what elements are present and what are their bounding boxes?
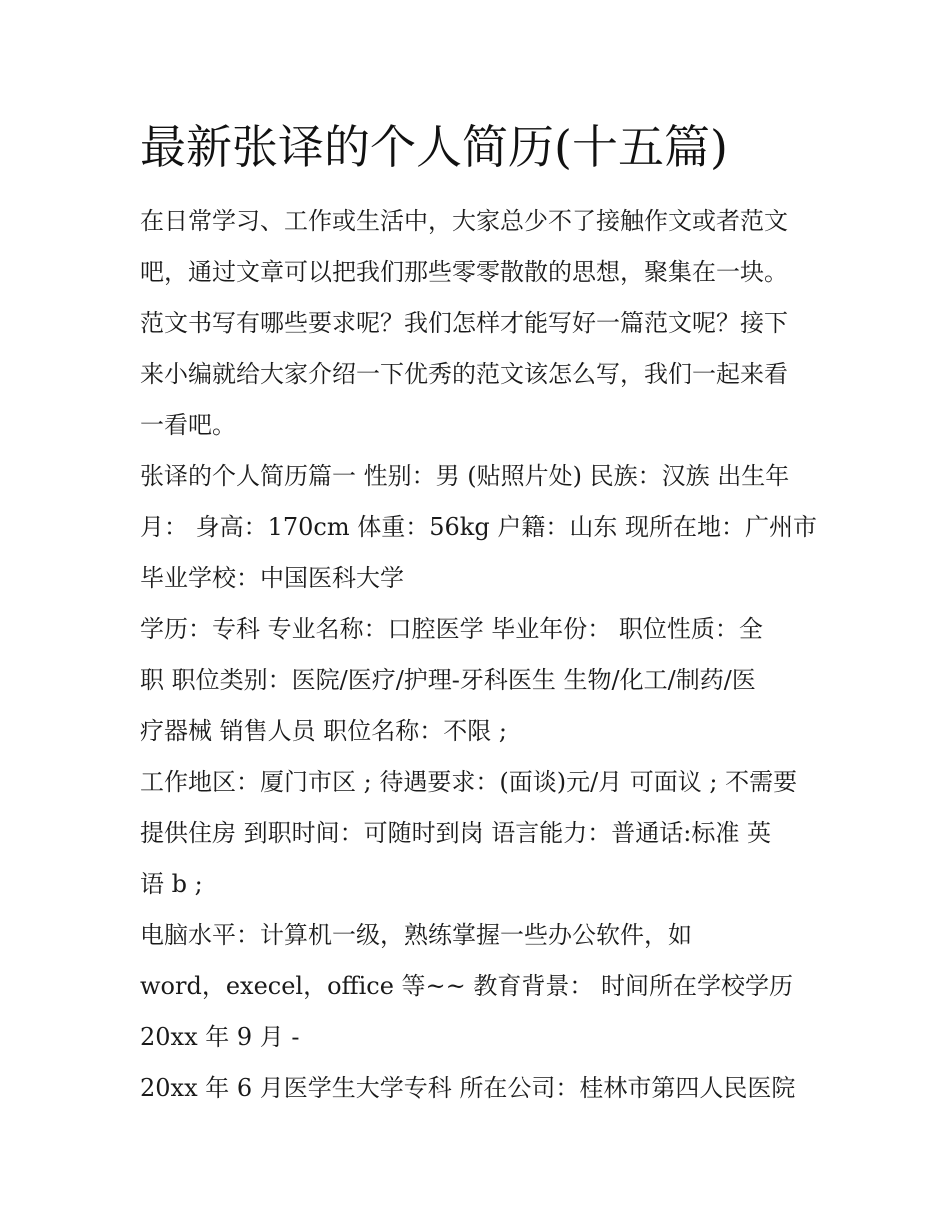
text-line: 语 b ; bbox=[140, 870, 203, 898]
text-line: 疗器械 销售人员 职位名称：不限 ; bbox=[140, 717, 507, 745]
text-line: 工作地区：厦门市区 ; 待遇要求：(面谈)元/月 可面议 ; 不需要 bbox=[140, 768, 798, 796]
text-line: 20xx 年 6 月医学生大学专科 所在公司：桂林市第四人民医院 bbox=[140, 1074, 796, 1102]
text-line: 20xx 年 9 月 - bbox=[140, 1023, 300, 1051]
text-line: 月： 身高：170cm 体重：56kg 户籍：山东 现所在地：广州市 bbox=[140, 513, 817, 541]
page-title: 最新张译的个人简历(十五篇) bbox=[140, 120, 728, 174]
text-line: 一看吧。 bbox=[140, 411, 236, 439]
text-line: 电脑水平：计算机一级，熟练掌握一些办公软件，如 bbox=[140, 921, 692, 949]
text-line: 提供住房 到职时间：可随时到岗 语言能力：普通话:标准 英 bbox=[140, 819, 771, 847]
text-line: word，execel，office 等~~ 教育背景： 时间所在学校学历 bbox=[140, 972, 794, 1000]
text-line: 职 职位类别：医院/医疗/护理-牙科医生 生物/化工/制药/医 bbox=[140, 666, 756, 694]
text-line: 在日常学习、工作或生活中，大家总少不了接触作文或者范文 bbox=[140, 207, 788, 235]
document-body bbox=[140, 196, 830, 1114]
text-line: 吧，通过文章可以把我们那些零零散散的思想，聚集在一块。 bbox=[140, 258, 788, 286]
text-line: 毕业学校：中国医科大学 bbox=[140, 564, 404, 592]
text-line: 张译的个人简历篇一 性别：男 (贴照片处) 民族：汉族 出生年 bbox=[140, 462, 790, 490]
text-line: 范文书写有哪些要求呢？我们怎样才能写好一篇范文呢？接下 bbox=[140, 309, 788, 337]
text-line: 学历：专科 专业名称：口腔医学 毕业年份： 职位性质：全 bbox=[140, 615, 763, 643]
text-line: 来小编就给大家介绍一下优秀的范文该怎么写，我们一起来看 bbox=[140, 360, 788, 388]
